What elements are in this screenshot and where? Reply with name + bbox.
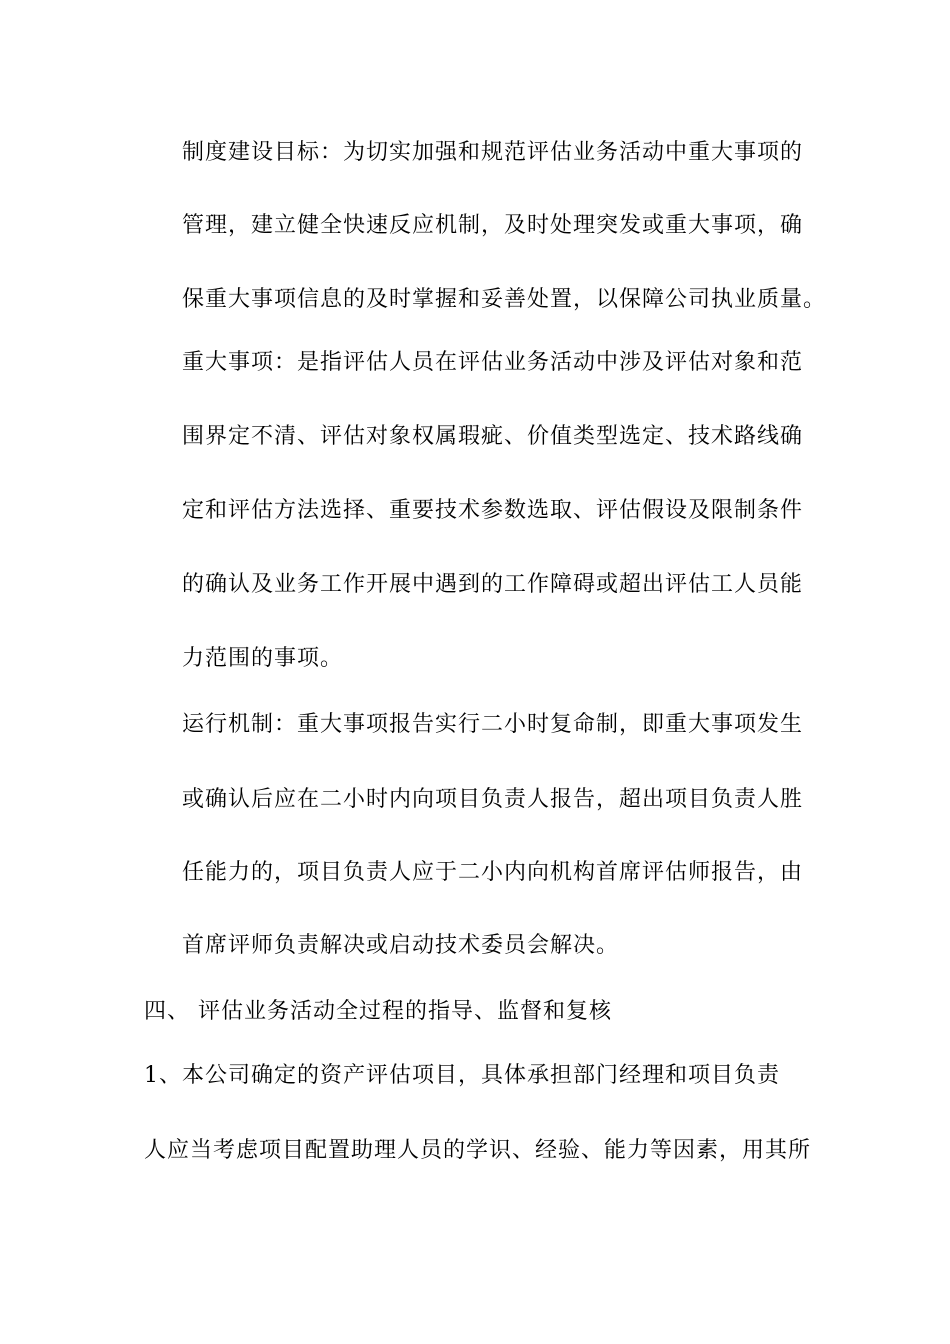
paragraph-line: 的确认及业务工作开展中遇到的工作障碍或超出评估工人员能 [182, 572, 804, 597]
paragraph-line: 管理，建立健全快速反应机制，及时处理突发或重大事项，确 [182, 213, 804, 238]
paragraph-line: 或确认后应在二小时内向项目负责人报告，超出项目负责人胜 [182, 787, 804, 812]
paragraph-line: 定和评估方法选择、重要技术参数选取、评估假设及限制条件 [182, 498, 804, 523]
paragraph-line: 首席评师负责解决或启动技术委员会解决。 [182, 933, 620, 958]
paragraph-line: 制度建设目标：为切实加强和规范评估业务活动中重大事项的 [182, 140, 804, 165]
paragraph-line: 运行机制：重大事项报告实行二小时复命制，即重大事项发生 [182, 712, 804, 737]
paragraph-line: 保重大事项信息的及时掌握和妥善处置，以保障公司执业质量。 [182, 287, 827, 312]
paragraph-line: 重大事项：是指评估人员在评估业务活动中涉及评估对象和范 [182, 350, 804, 375]
paragraph-line: 人应当考虑项目配置助理人员的学识、经验、能力等因素，用其所 [144, 1138, 812, 1163]
section-heading: 四、 评估业务活动全过程的指导、监督和复核 [144, 999, 612, 1024]
paragraph-line: 1、本公司确定的资产评估项目，具体承担部门经理和项目负责 [144, 1063, 780, 1088]
paragraph-line: 力范围的事项。 [182, 646, 344, 671]
paragraph-line: 围界定不清、评估对象权属瑕疵、价值类型选定、技术路线确 [182, 424, 804, 449]
paragraph-line: 任能力的，项目负责人应于二小内向机构首席评估师报告，由 [182, 860, 804, 885]
